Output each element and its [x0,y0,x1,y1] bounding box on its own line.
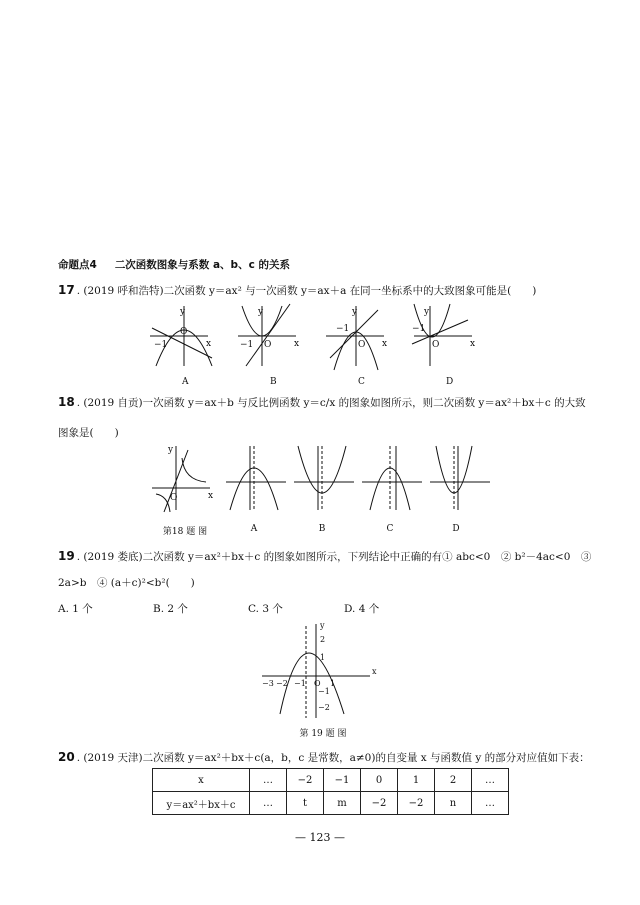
q20-text: . (2019 天津)二次函数 y＝ax²＋bx＋c(a，b，c 是常数，a≠0)的自变量 x 与函数值 y 的部分对应值如下表： [76,752,590,764]
page-number: — 123 — [295,831,345,844]
q17-c-neg1: −1 [336,324,350,334]
table-cell: −2 [287,769,324,792]
q19-tick-neg1: −1 [294,679,306,688]
q18-figure-caption: 第18 题 图 [162,527,208,537]
q19-tick-1: 1 [330,679,336,688]
q17-c-ylabel: y [352,307,358,317]
q18-graph-a [226,446,286,510]
q19-number: 19 [58,549,75,563]
q19-choice-b: B. 2 个 [153,603,188,615]
q20-value-table [152,768,509,815]
q19-choice-a: A. 1 个 [58,603,93,615]
q18-graph-b [294,446,354,510]
q17-d-xlabel: x [470,339,476,349]
q17-graph-b [238,304,296,366]
table-cell: … [472,769,509,792]
q17-d-ylabel: y [424,307,430,317]
q18-stem-line1 [58,395,586,410]
q18-figures [148,440,498,520]
q18-graph-d [430,446,490,510]
q17-option-d: D [446,377,454,387]
q18-option-b: B [318,524,326,534]
q17-d-neg1: −1 [412,324,426,334]
q19-choice-d: D. 4 个 [344,603,380,615]
q19-xlabel: x [372,667,377,676]
q17-number: 17 [58,283,75,297]
q17-stem [58,283,536,298]
table-cell: −1 [324,769,361,792]
q19-tick-neg3: −3 [262,679,274,688]
q19-ylabel: y [320,621,325,630]
q19-stem-line2: 2a>b ④ (a＋c)²<b²( ) [58,577,195,589]
q17-text: . (2019 呼和浩特)二次函数 y＝ax² 与一次函数 y＝ax＋a 在同一坐标系中的大致图象可能是( ) [76,285,537,297]
q18-fig-xlabel: x [208,491,214,501]
q17-a-xlabel: x [206,339,212,349]
table-cell: 0 [361,769,398,792]
q19-tick-yneg1: −1 [318,687,330,696]
q20-number: 20 [58,750,75,764]
q18-fig-ylabel: y [168,445,174,455]
q18-text-line1: . (2019 自贡)一次函数 y＝ax＋b 与反比例函数 y＝c/x 的图象如图所示，则二次函数 y＝ax²＋bx＋c 的大致 [76,397,586,409]
q17-a-neg1: −1 [154,340,168,350]
section-label: 命题点4 [58,259,97,271]
table-row [153,792,509,815]
q18-option-a: A [250,524,258,534]
table-cell: n [435,792,472,815]
table-cell: −2 [398,792,435,815]
table-cell: … [472,792,509,815]
q17-figures [140,300,500,390]
q19-tick-yneg2: −2 [318,703,330,712]
table-cell: t [287,792,324,815]
table-cell: … [250,769,287,792]
table-cell: x [153,769,250,792]
q19-stem-line1 [58,549,591,564]
q17-b-ylabel: y [258,307,264,317]
q17-d-origin: O [432,340,440,350]
q19-origin: O [314,679,321,688]
q17-option-b: B [270,377,277,387]
q18-option-d: D [452,524,460,534]
q19-text-line1: . (2019 娄底)二次函数 y＝ax²＋bx＋c 的图象如图所示，下列结论中正确的有① abc<0 ② b²－4ac<0 ③ [76,551,592,563]
section-title: 二次函数图象与系数 a、b、c 的关系 [114,259,290,271]
q17-c-xlabel: x [382,339,388,349]
q19-figure-caption: 第 19 题 图 [299,729,347,739]
q19-tick-neg2: −2 [276,679,288,688]
q18-option-c: C [386,524,394,534]
q18-number: 18 [58,395,75,409]
table-cell: y＝ax²＋bx＋c [153,792,250,815]
q17-option-a: A [182,377,189,387]
q17-a-ylabel: y [180,307,186,317]
q19-tick-y1: 1 [320,653,326,662]
q20-stem [58,750,590,765]
q17-c-origin: O [358,340,366,350]
q17-b-origin: O [264,340,272,350]
q17-b-neg1: −1 [240,340,254,350]
q17-b-xlabel: x [294,339,300,349]
q18-given-figure [152,446,210,512]
q17-a-origin: O [180,327,188,337]
q17-graph-d [412,304,472,366]
table-row [153,769,509,792]
q19-choice-c: C. 3 个 [248,603,283,615]
table-cell: 2 [435,769,472,792]
q17-option-c: C [358,377,365,387]
q19-figure [258,618,380,722]
section-heading [58,257,290,272]
q18-stem-line2: 图象是( ) [58,427,119,439]
q19-tick-y2: 2 [320,635,326,644]
q18-graph-c [362,446,422,510]
table-cell: m [324,792,361,815]
table-cell: −2 [361,792,398,815]
table-cell: 1 [398,769,435,792]
q18-fig-origin: O [170,493,178,503]
table-cell: … [250,792,287,815]
